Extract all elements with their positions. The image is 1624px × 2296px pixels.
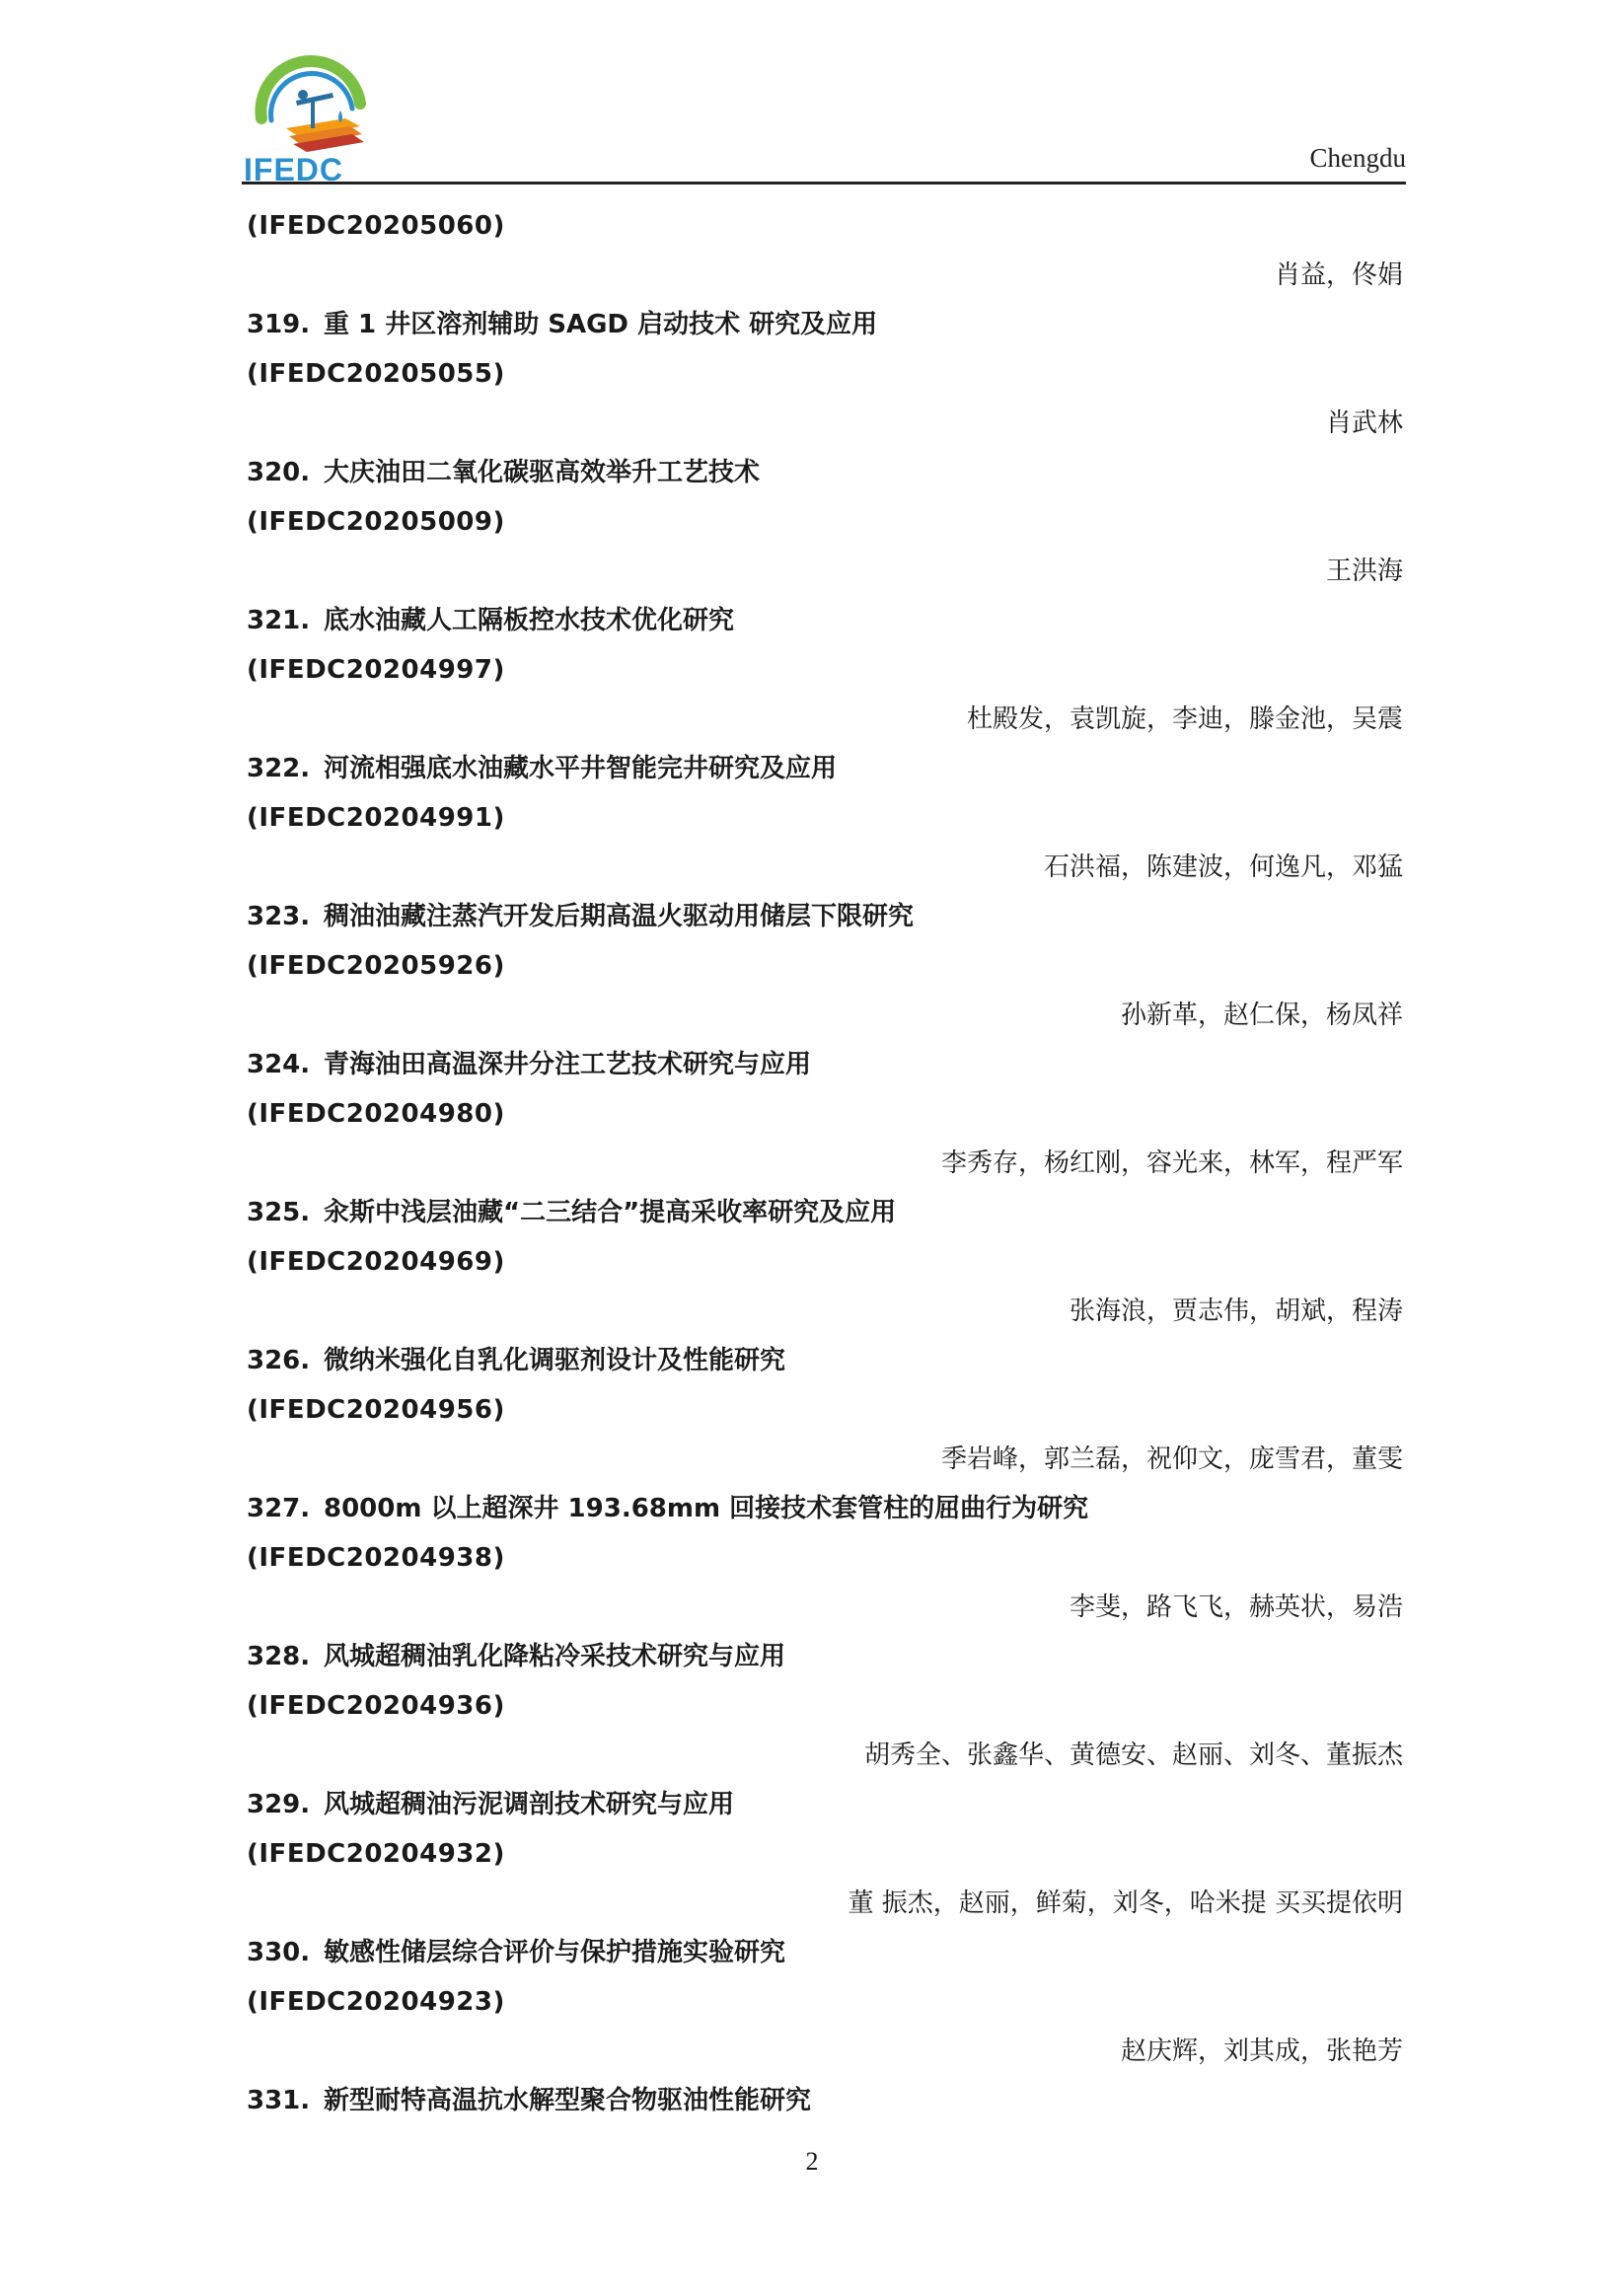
- paper-number: 330.: [247, 1938, 311, 1967]
- paper-number: 324.: [247, 1050, 311, 1079]
- paper-code: (IFEDC20204938): [247, 1543, 505, 1573]
- paper-authors: 赵庆辉，刘其成，张艳芳: [1120, 2037, 1403, 2066]
- paper-title: [247, 1040, 1403, 1089]
- paper-title-text: 底水油藏人工隔板控水技术优化研究: [324, 606, 735, 635]
- paper-authors: 肖武林: [1325, 408, 1403, 438]
- logo-wordmark: IFEDC: [244, 152, 343, 187]
- paper-title-text: 汆斯中浅层油藏“二三结合”提高采收率研究及应用: [324, 1198, 897, 1227]
- paper-number: 327.: [247, 1494, 311, 1523]
- paper-title-text: 重 1 井区溶剂辅助 SAGD 启动技术 研究及应用: [324, 310, 878, 339]
- paper-title: [247, 1780, 1403, 1829]
- paper-title: [247, 1188, 1403, 1237]
- paper-number: 320.: [247, 458, 311, 487]
- paper-code: (IFEDC20205060): [247, 211, 505, 241]
- paper-title-text: 大庆油田二氧化碳驱高效举升工艺技术: [324, 458, 761, 487]
- paper-number: 325.: [247, 1198, 311, 1227]
- paper-title: [247, 1632, 1403, 1681]
- paper-number: 331.: [247, 2086, 311, 2115]
- paper-code: (IFEDC20204991): [247, 803, 505, 833]
- paper-title: [247, 1336, 1403, 1385]
- paper-code: (IFEDC20204936): [247, 1691, 505, 1721]
- paper-title: [247, 744, 1403, 793]
- paper-number: 329.: [247, 1790, 311, 1819]
- paper-authors: 李斐，路飞飞，赫英状，易浩: [1069, 1592, 1403, 1622]
- paper-authors: 李秀存，杨红刚，容光来，林军，程严军: [940, 1148, 1403, 1178]
- paper-code: (IFEDC20205926): [247, 951, 505, 981]
- paper-number: 322.: [247, 754, 311, 783]
- paper-code: (IFEDC20204932): [247, 1839, 505, 1869]
- paper-title: [247, 448, 1403, 497]
- paper-authors: 肖益，佟娟: [1274, 260, 1403, 290]
- paper-number: 319.: [247, 310, 311, 339]
- paper-title: [247, 2076, 1403, 2125]
- paper-number: 326.: [247, 1346, 311, 1375]
- paper-title-text: 风城超稠油乳化降粘冷采技术研究与应用: [324, 1642, 786, 1671]
- paper-title-text: 微纳米强化自乳化调驱剂设计及性能研究: [324, 1346, 786, 1375]
- paper-title-text: 河流相强底水油藏水平井智能完井研究及应用: [324, 754, 838, 783]
- paper-number: 321.: [247, 606, 311, 635]
- paper-authors: 季岩峰，郭兰磊，祝仰文，庞雪君，董雯: [940, 1444, 1403, 1474]
- paper-code: (IFEDC20204923): [247, 1987, 505, 2017]
- paper-number: 323.: [247, 902, 311, 931]
- paper-authors: 王洪海: [1325, 556, 1403, 586]
- paper-code: (IFEDC20205009): [247, 507, 505, 537]
- page-header: [242, 49, 1406, 185]
- paper-title-text: 8000m 以上超深井 193.68mm 回接技术套管柱的屈曲行为研究: [324, 1494, 1089, 1523]
- paper-authors: 杜殿发，袁凯旋，李迪，滕金池，吴震: [966, 704, 1403, 734]
- header-city: Chengdu: [1309, 143, 1406, 173]
- paper-title-text: 敏感性储层综合评价与保护措施实验研究: [324, 1938, 786, 1967]
- paper-authors: 孙新革，赵仁保，杨凤祥: [1120, 1000, 1403, 1030]
- paper-title-text: 稠油油藏注蒸汽开发后期高温火驱动用储层下限研究: [324, 902, 915, 931]
- paper-list: [247, 201, 1403, 2125]
- paper-code: (IFEDC20204969): [247, 1247, 505, 1277]
- paper-title: [247, 596, 1403, 645]
- page-number: 2: [805, 2147, 819, 2176]
- header-divider: [242, 182, 1406, 185]
- paper-code: (IFEDC20205055): [247, 359, 505, 389]
- logo-emblem-icon: [242, 49, 380, 158]
- paper-number: 328.: [247, 1642, 311, 1671]
- paper-title: [247, 300, 1403, 349]
- paper-code: (IFEDC20204997): [247, 655, 505, 685]
- paper-title: [247, 1928, 1403, 1977]
- paper-title-text: 新型耐特高温抗水解型聚合物驱油性能研究: [324, 2086, 812, 2115]
- paper-title: [247, 892, 1403, 941]
- paper-code: (IFEDC20204956): [247, 1395, 505, 1425]
- paper-authors: 石洪福，陈建波，何逸凡，邓猛: [1043, 852, 1403, 882]
- paper-title-text: 风城超稠油污泥调剖技术研究与应用: [324, 1790, 735, 1819]
- paper-code: (IFEDC20204980): [247, 1099, 505, 1129]
- paper-title-text: 青海油田高温深井分注工艺技术研究与应用: [324, 1050, 812, 1079]
- paper-title: [247, 1484, 1403, 1533]
- paper-authors: 张海浪，贾志伟，胡斌，程涛: [1069, 1296, 1403, 1326]
- ifedc-logo: [242, 49, 380, 187]
- paper-authors: 董 振杰，赵丽，鲜菊，刘冬，哈米提 买买提依明: [848, 1889, 1403, 1918]
- paper-authors: 胡秀全、张鑫华、黄德安、赵丽、刘冬、董振杰: [863, 1741, 1403, 1770]
